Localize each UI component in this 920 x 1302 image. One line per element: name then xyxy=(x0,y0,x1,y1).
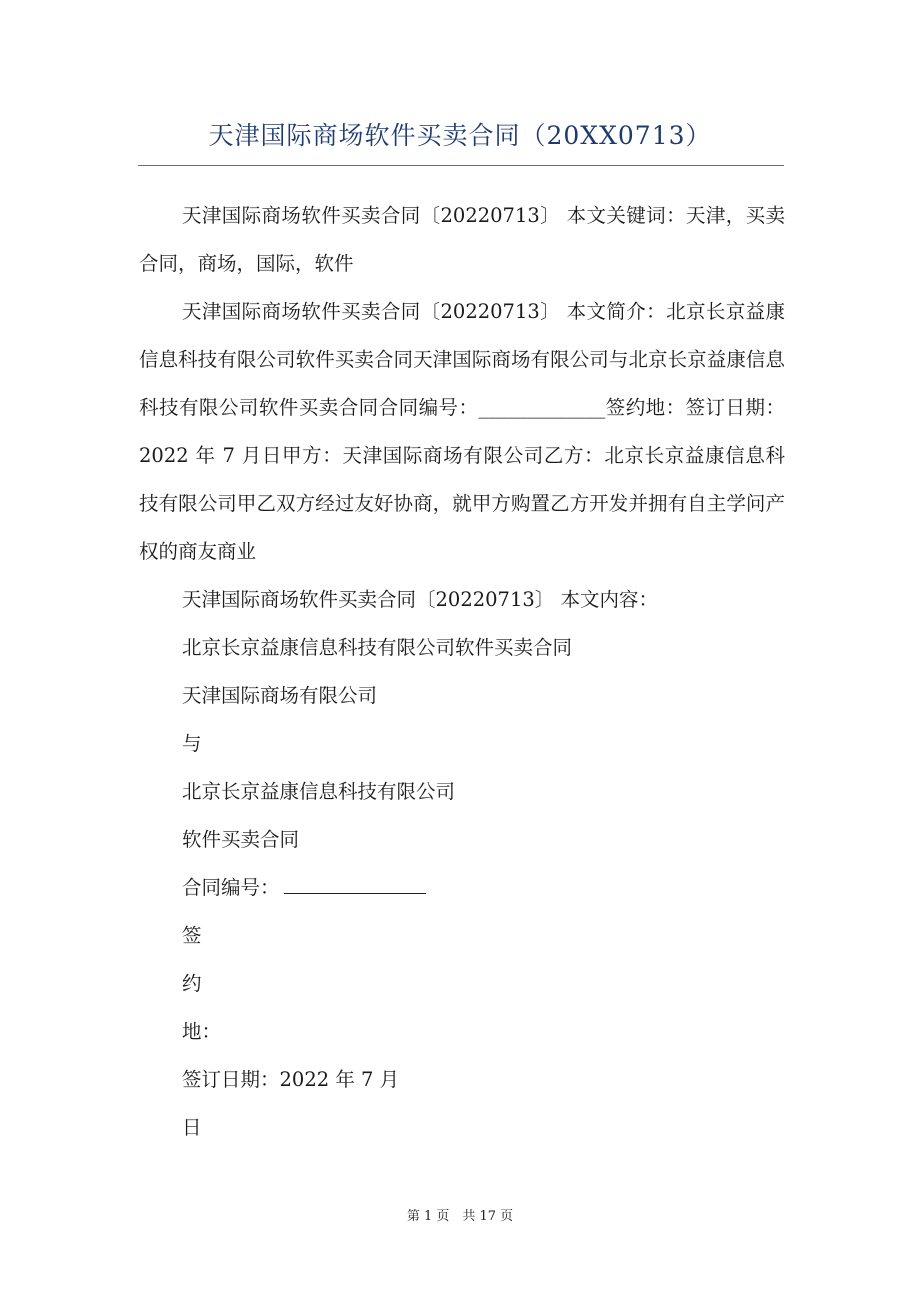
content-line: 签 xyxy=(182,924,202,947)
contract-number-blank xyxy=(284,875,426,894)
content-line: 与 xyxy=(182,732,202,755)
content-line: 地： xyxy=(182,1020,222,1043)
contract-number-label: 合同编号： xyxy=(182,876,280,899)
page-footer: 第 1 页 共 17 页 xyxy=(406,1209,514,1224)
contract-number-line xyxy=(182,864,426,912)
paragraph-content-intro: 天津国际商场软件买卖合同〔20220713〕 本文内容： xyxy=(182,588,658,611)
content-line: 日 xyxy=(182,1116,202,1139)
content-line: 签订日期：2022 年 7 月 xyxy=(182,1068,400,1091)
paragraph-keywords: 天津国际商场软件买卖合同〔20220713〕 本文关键词：天津，买卖合同，商场，国际，软件 xyxy=(139,204,785,275)
content-line: 天津国际商场有限公司 xyxy=(182,684,378,707)
content-line: 北京长京益康信息科技有限公司软件买卖合同 xyxy=(182,636,573,659)
title-underline xyxy=(138,165,784,166)
content-line: 约 xyxy=(182,972,202,995)
content-line: 北京长京益康信息科技有限公司 xyxy=(182,780,456,803)
content-line: 软件买卖合同 xyxy=(182,828,300,851)
paragraph-summary: 天津国际商场软件买卖合同〔20220713〕 本文简介：北京长京益康信息科技有限公司软件买卖合同天津国际商场有限公司与北京长京益康信息科技有限公司软件买卖合同合同编号：_____________签约地：签订日期：2022 年 7 月日甲方：天津国际商场有限公司乙方：北京长京益康信息科技有限公司甲乙双方经过友好协商，就甲方购置乙方开发并拥有自主学问产权的商友商业 xyxy=(139,300,785,563)
document-title: 天津国际商场软件买卖合同（20XX0713） xyxy=(208,121,712,150)
